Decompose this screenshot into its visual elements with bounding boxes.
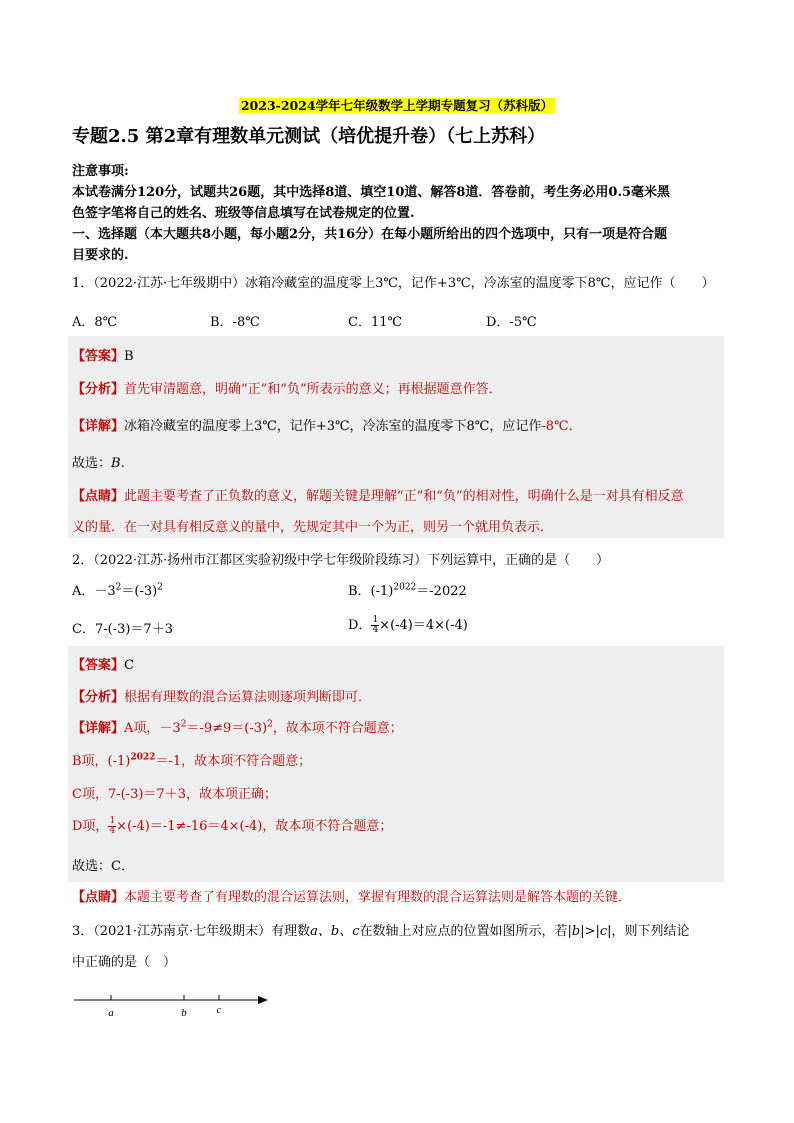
page-title: 专题2.5 第2章有理数单元测试（培优提升卷）（七上苏科） xyxy=(72,126,546,147)
section-1-line-2: 目要求的. xyxy=(72,248,129,263)
q1-detail-result: -8℃． xyxy=(541,419,582,434)
q1-answer xyxy=(72,345,134,364)
q1-detail xyxy=(72,415,582,434)
q1-remark-tag: 【点睛】 xyxy=(72,489,125,504)
q3-stem-part2: 在数轴上对应点的位置如图所示，若 xyxy=(359,924,568,939)
q2-analysis xyxy=(72,686,371,705)
q2-detail-a-part1: A项，－3 xyxy=(124,721,181,736)
header-banner xyxy=(0,96,794,114)
q2-option-d xyxy=(348,614,468,635)
q1-answer-value: B xyxy=(124,349,134,364)
q1-remark-line-1 xyxy=(72,485,684,504)
q2-answer-tag: 【答案】 xyxy=(72,658,125,673)
q2-option-b-part2: ＝-2022 xyxy=(416,584,467,599)
q2-option-b-exp: 2022 xyxy=(393,582,417,593)
q2-detail-b-part2: ＝-1 xyxy=(155,754,182,769)
notes-line-1: 本试卷满分120分，试题共26题，其中选择8道、填空10道、解答8道．答卷前，考生务必用0.5毫米黑 xyxy=(72,185,671,200)
q1-choose-suffix: . xyxy=(120,456,125,471)
q2-option-b xyxy=(348,580,467,599)
q2-option-b-part1: B．(-1) xyxy=(348,584,394,599)
q2-analysis-text: 根据有理数的混合运算法则逐项判断即可． xyxy=(124,690,372,705)
q1-analysis-text: 首先审清题意，明确“正”和“负”所表示的意义；再根据题意作答． xyxy=(124,382,502,397)
q3-stem-vars: a、b、c xyxy=(310,924,360,939)
q2-detail-b-part1: B项，(-1) xyxy=(72,754,131,769)
q1-analysis-tag: 【分析】 xyxy=(72,382,125,397)
q1-detail-text: 冰箱冷藏室的温度零上3℃，记作+3℃，冷冻室的温度零下8℃，应记作 xyxy=(124,419,542,434)
q2-detail-d xyxy=(72,815,392,836)
q2-detail-c-part2: ，故本项正确； xyxy=(185,787,277,802)
q2-remark xyxy=(72,886,631,905)
q2-option-a-exp2: 2 xyxy=(157,582,163,593)
q2-detail-b-exp: 2022 xyxy=(130,752,156,763)
number-line-arrow-icon xyxy=(258,996,268,1004)
q2-detail-b-part3: ，故本项不符合题意； xyxy=(181,754,312,769)
q2-answer-value: C xyxy=(124,658,134,673)
q2-detail-c-part1: C项，7-(-3)＝7＋3 xyxy=(72,787,186,802)
q2-option-a xyxy=(72,580,163,599)
q2-detail-tag: 【详解】 xyxy=(72,721,125,736)
q2-detail-a xyxy=(72,717,403,736)
q2-remark-text: 本题主要考查了有理数的混合运算法则，掌握有理数的混合运算法则是解答本题的关键． xyxy=(124,890,632,905)
q2-option-a-part1: A．－3 xyxy=(72,584,116,599)
q1-option-c: C．11℃ xyxy=(348,315,403,330)
q2-detail-d-numerator: 1 xyxy=(109,816,116,826)
q1-answer-tag: 【答案】 xyxy=(72,349,125,364)
q2-option-a-exp1: 2 xyxy=(115,582,122,593)
q2-detail-a-part3: ，故本项不符合题意； xyxy=(272,721,403,736)
q1-option-a: A．8℃ xyxy=(72,315,118,330)
q2-detail-c xyxy=(72,783,277,802)
q2-option-d-fraction xyxy=(371,616,379,635)
q2-detail-d-part2: ×(-4)＝-1≠-16＝4×(-4) xyxy=(116,819,263,834)
q2-analysis-tag: 【分析】 xyxy=(72,690,125,705)
q2-detail-a-part2: ＝-9≠9＝(-3) xyxy=(186,721,268,736)
q1-choose xyxy=(72,452,125,471)
q2-detail-d-fraction xyxy=(108,817,116,836)
section-1-line-1: 一、选择题（本大题共8小题，每小题2分，共16分）在每小题所给出的四个选项中，只有一项是符合题 xyxy=(72,227,668,242)
q1-detail-tag: 【详解】 xyxy=(72,419,125,434)
banner-text: 2023-2024学年七年级数学上学期专题复习（苏科版） xyxy=(240,98,554,113)
q1-option-b: B．-8℃ xyxy=(210,315,260,330)
q2-option-d-prefix: D． xyxy=(348,618,372,633)
q1-remark-line-2: 义的量．在一对具有相反意义的量中，先规定其中一个为正，则另一个就用负表示． xyxy=(72,520,554,535)
q2-remark-tag: 【点睛】 xyxy=(72,890,125,905)
q2-detail-a-exp1: 2 xyxy=(180,719,187,730)
q2-detail-d-part1: D项， xyxy=(72,819,109,834)
q1-solution-box xyxy=(68,336,724,538)
q2-answer xyxy=(72,654,134,673)
q2-option-c: C．7-(-3)＝7＋3 xyxy=(72,622,173,637)
q1-analysis xyxy=(72,378,502,397)
q1-remark-text-1: 此题主要考查了正负数的意义，解题关键是理解“正”和“负”的相对性，明确什么是一对具有相反意 xyxy=(124,489,684,504)
label-a: a xyxy=(108,1007,114,1019)
q3-stem-part1: 3．（2021·江苏南京·七年级期末）有理数 xyxy=(72,924,311,939)
q2-detail-d-part3: ，故本项不符合题意； xyxy=(262,819,393,834)
q2-detail-b xyxy=(72,750,311,769)
label-c: c xyxy=(216,1004,222,1016)
q2-detail-d-denominator: 4 xyxy=(109,826,116,836)
q2-option-d-numerator: 1 xyxy=(372,615,379,625)
q1-stem: 1．（2022·江苏·七年级期中）冰箱冷藏室的温度零上3℃，记作+3℃，冷冻室的温度零下8℃，应记作（ ） xyxy=(72,276,715,291)
q2-option-a-part2: ＝(-3) xyxy=(121,584,158,599)
q3-number-line xyxy=(70,988,280,1022)
q2-detail-a-exp2: 2 xyxy=(267,719,273,730)
q3-stem-line-2: 中正确的是（ ） xyxy=(72,955,177,970)
q3-stem-part3: ，则下列结论 xyxy=(611,924,690,939)
q3-stem-line-1 xyxy=(72,920,690,939)
q3-stem-abs: |b|>|c| xyxy=(567,924,612,939)
notes-heading: 注意事项: xyxy=(72,164,129,179)
notes-line-2: 色签字笔将自己的姓名、班级等信息填写在试卷规定的位置. xyxy=(72,206,415,221)
q1-choose-prefix: 故选： xyxy=(72,456,112,471)
q2-choose: 故选：C． xyxy=(72,859,134,874)
q2-stem: 2．（2022·江苏·扬州市江都区实验初级中学七年级阶段练习）下列运算中，正确的是（ ） xyxy=(72,553,610,568)
q2-option-d-denominator: 4 xyxy=(372,625,379,635)
q2-option-d-rest: ×(-4)＝4×(-4) xyxy=(379,618,468,633)
q1-option-d: D．-5℃ xyxy=(486,315,537,330)
label-b: b xyxy=(181,1007,187,1019)
q1-choose-value: B xyxy=(111,456,121,471)
